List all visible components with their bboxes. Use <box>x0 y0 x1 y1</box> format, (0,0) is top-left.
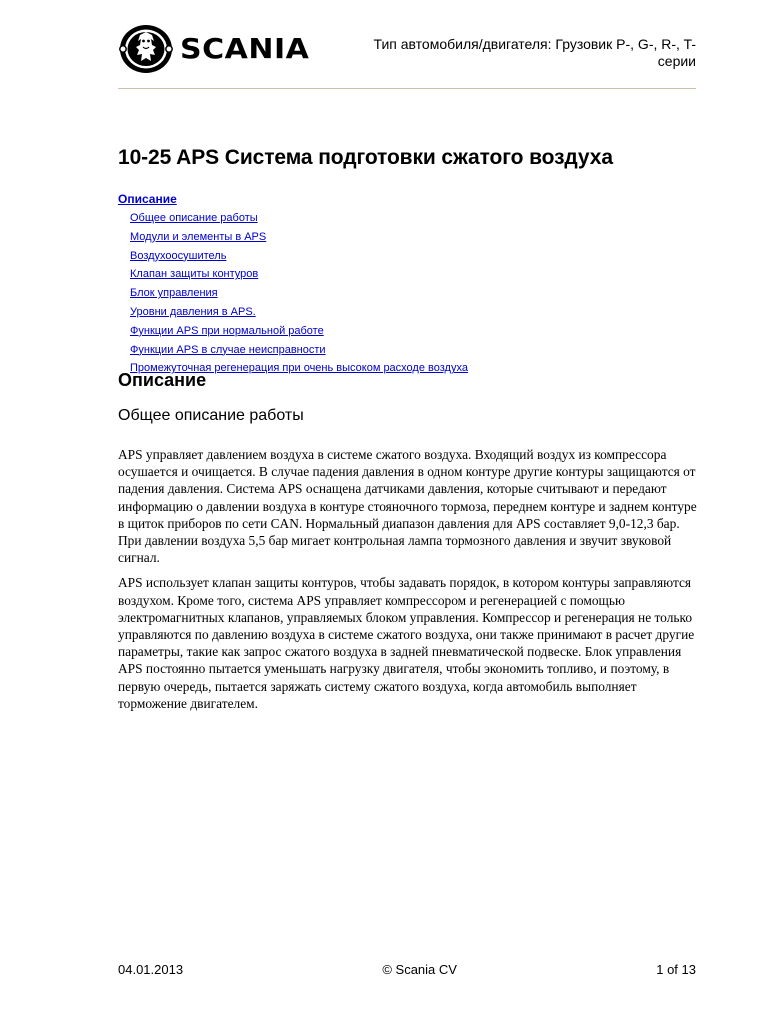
toc-link[interactable]: Общее описание работы <box>130 212 258 224</box>
toc-link[interactable]: Блок управления <box>130 287 218 300</box>
toc-item <box>118 264 468 283</box>
toc-link[interactable]: Промежуточная регенерация при очень высоком расходе воздуха <box>130 362 468 375</box>
body-text <box>118 446 698 720</box>
footer-date: 04.01.2013 <box>118 962 184 977</box>
griffin-emblem-icon <box>118 23 174 75</box>
toc-item <box>118 283 468 302</box>
section-heading: Описание <box>118 370 207 390</box>
paragraph: APS управляет давлением воздуха в системе сжатого воздуха. Входящий воздух из компрессора осушается и очищается. В случае падения давления в одном контуре другие контуры защищаются от падения давления. Система APS оснащена датчиками давления, которые считывают и передают информацию о давлении воздуха в контуре стояночного тормоза, переднем контуре и заднем контуре в щиток приборов по сети CAN. Нормальный диапазон давления для APS составляет 9,0-12,3 бар. При давлении воздуха 5,5 бар мигает контрольная лампа тормозного давления и звучит звуковой сигнал. <box>118 447 697 566</box>
toc-link[interactable]: Уровни давления в APS. <box>130 305 256 318</box>
toc-link[interactable]: Воздухоосушитель <box>130 249 227 262</box>
table-of-contents <box>118 190 468 377</box>
page-footer <box>118 962 696 977</box>
toc-item <box>118 208 468 227</box>
toc-item-main <box>118 190 468 208</box>
toc-item <box>118 227 468 246</box>
toc-link[interactable]: Клапан защиты контуров <box>130 268 259 281</box>
toc-item <box>118 246 468 265</box>
vehicle-type-label: Тип автомобиля/двигателя: Грузовик P-, G-, R-, T-серии <box>373 36 696 69</box>
toc-link[interactable]: Функции APS в случае неисправности <box>130 343 326 356</box>
subsection-heading: Общее описание работы <box>118 407 304 424</box>
header-divider <box>118 88 696 89</box>
brand-wordmark: SCANIA <box>180 32 310 66</box>
scania-logo <box>118 23 309 75</box>
footer-page-number: 1 of 13 <box>656 962 696 977</box>
toc-item <box>118 302 468 321</box>
page-title: 10-25 APS Система подготовки сжатого воздуха <box>118 146 613 169</box>
footer-copyright: © Scania CV <box>382 962 457 977</box>
page-header <box>118 20 696 88</box>
paragraph: APS использует клапан защиты контуров, чтобы задавать порядок, в котором контуры заправляются воздухом. Кроме того, система APS управляет компрессором и регенерацией с помощью электромагнитных клапанов, управляемых блоком управления. Компрессор и регенерация не только управляются по давлению воздуха в системе сжатого воздуха, они также принимают в расчет другие параметры, такие как запрос сжатого воздуха в задней пневматической подвеске. Блок управления APS постоянно пытается уменьшать нагрузку двигателя, чтобы экономить топливо, и поэтому, в первую очередь, пытается заряжать систему сжатого воздуха, когда автомобиль выполняет торможение двигателем. <box>118 575 695 711</box>
toc-link[interactable]: Функции APS при нормальной работе <box>130 324 324 337</box>
toc-item <box>118 321 468 340</box>
toc-item <box>118 340 468 359</box>
toc-link-description[interactable]: Описание <box>118 192 177 206</box>
toc-link[interactable]: Модули и элементы в APS <box>130 230 267 243</box>
